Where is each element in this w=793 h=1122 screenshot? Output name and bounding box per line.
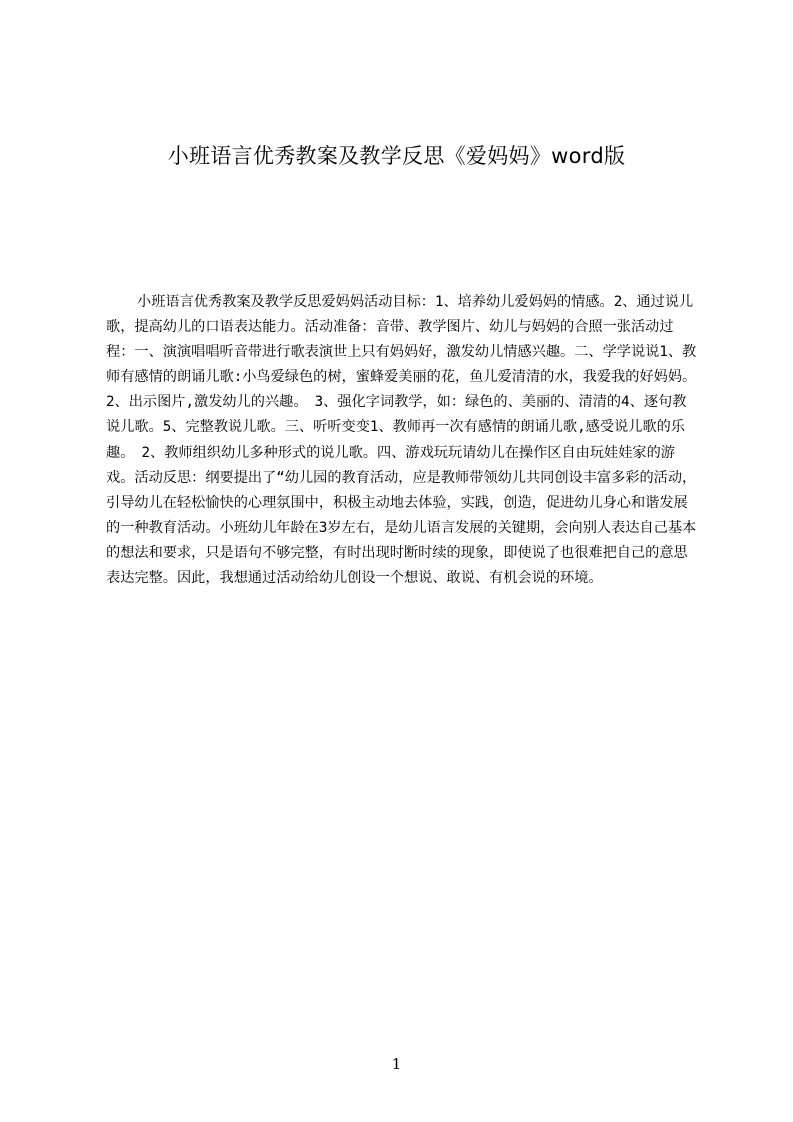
page-number: 1 — [391, 1055, 402, 1073]
document-body-paragraph: 小班语言优秀教案及教学反思爱妈妈活动目标：1、培养幼儿爱妈妈的情感。2、通过说儿歌，提高幼儿的口语表达能力。活动准备：音带、教学图片、幼儿与妈妈的合照一张活动过程：一、演演唱唱听音带进行歌表演世上只有妈妈好，激发幼儿情感兴趣。二、学学说说1、教师有感情的朗诵儿歌:小鸟爱绿色的树，蜜蜂爱美丽的花，鱼儿爱清清的水，我爱我的好妈妈。2、出示图片,激发幼儿的兴趣。 3、强化字词教学，如：绿色的、美丽的、清清的4、逐句教说儿歌。5、完整教说儿歌。三、听听变变1、教师再一次有感情的朗诵儿歌,感受说儿歌的乐趣。 2、教师组织幼儿多种形式的说儿歌。四、游戏玩玩请幼儿在操作区自由玩娃娃家的游戏。活动反思：纲要提出了“幼儿园的教育活动，应是教师带领幼儿共同创设丰富多彩的活动，引导幼儿在轻松愉快的心理氛围中，积极主动地去体验，实践，创造，促进幼儿身心和谐发展的一种教育活动。小班幼儿年龄在3岁左右，是幼儿语言发展的关键期，会向别人表达自己基本的想法和要求，只是语句不够完整，有时出现时断时续的现象，即使说了也很难把自己的意思表达完整。因此，我想通过活动给幼儿创设一个想说、敢说、有机会说的环境。 — [106, 294, 697, 587]
document-title: 小班语言优秀教案及教学反思《爱妈妈》word版 — [167, 144, 626, 168]
